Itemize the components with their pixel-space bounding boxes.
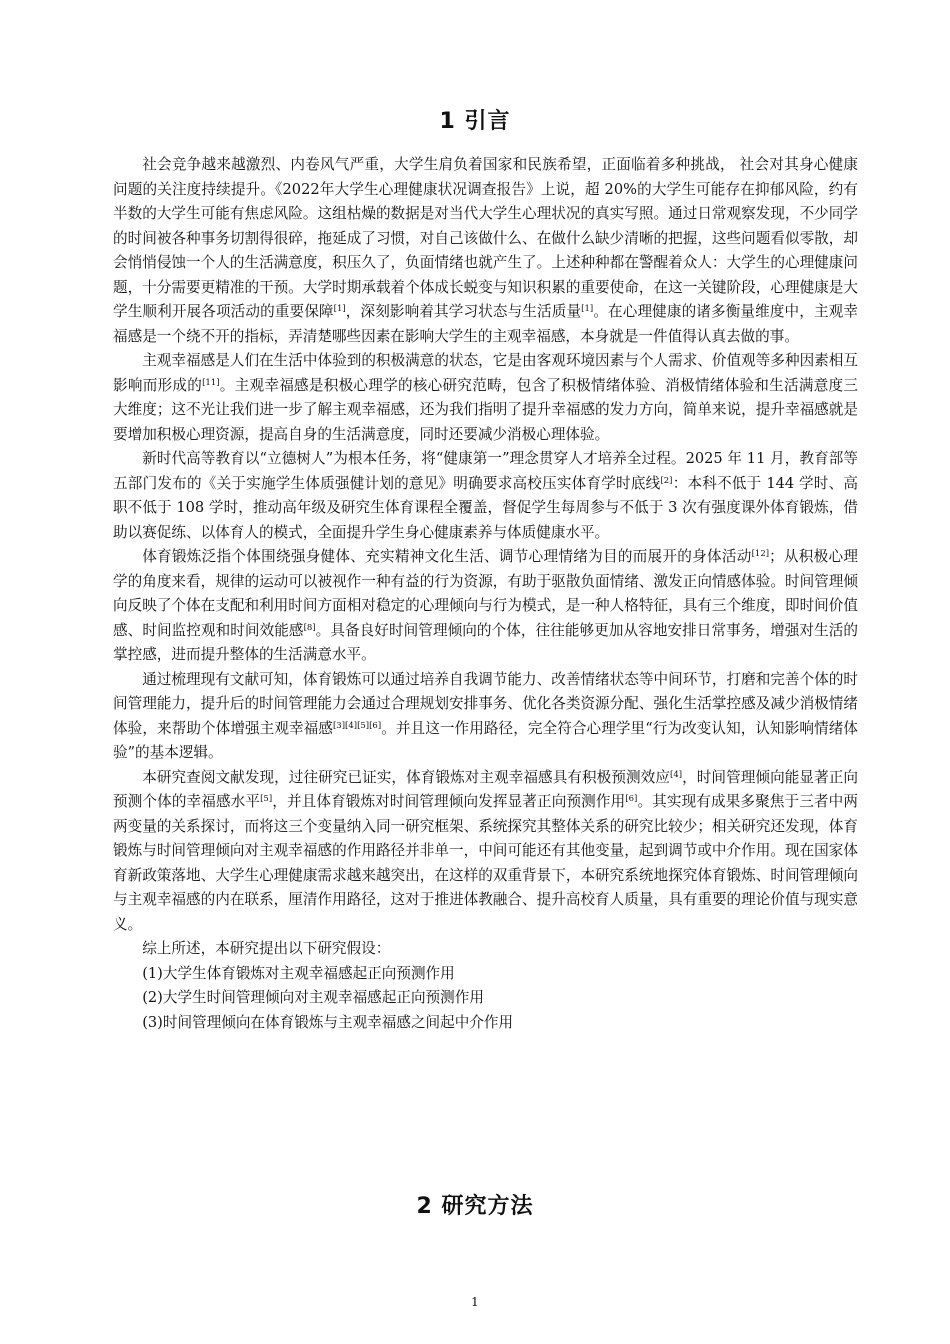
citation: [5] xyxy=(260,794,273,804)
citation: [2] xyxy=(660,475,673,486)
text-run: ，并且体育锻炼对时间管理倾向发挥显著正向预测作用 xyxy=(272,793,626,810)
text-run: 新时代高等教育以“立德树人”为根本任务，将“健康第一”理念贯穿人才培养全过程。2025 年 11 月，教育部等五部门发布的《关于实施学生体质强健计划的意见》明确要求高校压实体育学时底线 xyxy=(113,450,858,492)
paragraph-5 xyxy=(113,668,858,766)
section-heading-methods: 2 研究方法 xyxy=(416,1194,534,1219)
citation: [11] xyxy=(202,377,220,388)
citation: [4] xyxy=(670,769,683,780)
hypothesis-2: (2)大学生时间管理倾向对主观幸福感起正向预测作用 xyxy=(142,989,484,1006)
citation: [3][4][5][6] xyxy=(332,720,382,731)
text-run: 社会竞争越来越激烈、内卷风气严重，大学生肩负着国家和民族希望，正面临着多种挑战， 社会对其身心健康问题的关注度持续提升。《2022年大学生心理健康状况调查报告》上说，超 20%的大学生可能存在抑郁风险，约有半数的大学生可能有焦虑风险。这组枯燥的数据是对当代大学生心理状况的真实写照。通过日常观察发现，不少同学的时间被各种事务切割得很碎，拖延成了习惯，对自己该做什么、在做什么缺少清晰的把握，这些问题看似零散，却会悄悄侵蚀一个人的生活满意度，积压久了，负面情绪也就产生了。上述种种都在警醒着众人：大学生的心理健康问题，十分需要更精准的干预。大学时期承载着个体成长蜕变与知识积累的重要使命，在这一关键阶段，心理健康是大学生顺利开展各项活动的重要保障 xyxy=(113,156,858,320)
body-text xyxy=(113,153,858,1035)
paragraph-7: 综上所述，本研究提出以下研究假设： xyxy=(142,940,391,957)
paragraph-3 xyxy=(113,447,858,545)
citation: [1] xyxy=(581,304,594,314)
text-run: 。主观幸福感是积极心理学的核心研究范畴，包含了积极情绪体验、消极情绪体验和生活满意度三大维度；这不光让我们进一步了解主观幸福感，还为我们指明了提升幸福感的发力方向，简单来说，提升幸福感就是要增加积极心理资源，提高自身的生活满意度，同时还要减少消极心理体验。 xyxy=(113,376,858,443)
text-run: 。并且这一作用路径，完全符合心理学里“行为改变认知，认知影响情绪体验”的基本逻辑。 xyxy=(113,719,858,761)
text-run: 通过梳理现有文献可知，体育锻炼可以通过培养自我调节能力、改善情绪状态等中间环节，打磨和完善个体的时间管理能力，提升后的时间管理能力会通过合理规划安排事务、优化各类资源分配、强化生活掌控感及减少消极情绪体验，来帮助个体增强主观幸福感 xyxy=(113,670,858,737)
page-number: 1 xyxy=(471,1295,479,1309)
citation: [6] xyxy=(625,794,638,804)
citation: [1] xyxy=(333,304,346,314)
text-run: ：本科不低于 144 学时、高职不低于 108 学时，推动高年级及研究生体育课程全覆盖，督促学生每周参与不低于 3 次有强度课外体育锻炼，借助以赛促练、以体育人的模式，全面提升学生身心健康素养与体质健康水平。 xyxy=(113,474,858,541)
paragraph-6 xyxy=(113,766,858,938)
text-run: ，深刻影响着其学习状态与生活质量 xyxy=(345,303,582,320)
text-run: 本研究查阅文献发现，过往研究已证实，体育锻炼对主观幸福感具有积极预测效应 xyxy=(142,768,670,786)
text-run: 。其实现有成果多聚焦于三者中两两变量的关系探讨，而将这三个变量纳入同一研究框架、系统探究其整体关系的研究比较少；相关研究还发现，体育锻炼与时间管理倾向对主观幸福感的作用路径并非单一，中间可能还有其他变量，起到调节或中介作用。现在国家体育新政策落地、大学生心理健康需求越来越突出，在这样的双重背景下，本研究系统地探究体育锻炼、时间管理倾向与主观幸福感的内在联系，厘清作用路径，这对于推进体教融合、提升高校育人质量，具有重要的理论价值与现实意义。 xyxy=(113,793,858,933)
paragraph-4 xyxy=(113,545,858,668)
hypothesis-1: (1)大学生体育锻炼对主观幸福感起正向预测作用 xyxy=(142,964,455,982)
citation: [12] xyxy=(751,549,770,559)
text-run: ，时间管理倾向能显著正向预测个体的幸福感水平 xyxy=(113,768,858,810)
section-heading-introduction: 1 引言 xyxy=(439,109,511,134)
text-run: 。在心理健康的诸多衡量维度中，主观幸福感是一个绕不开的指标，弄清楚哪些因素在影响大学生的主观幸福感，本身就是一件值得认真去做的事。 xyxy=(113,303,858,345)
citation: [8] xyxy=(303,622,316,633)
text-run: 。具备良好时间管理倾向的个体，往往能够更加从容地安排日常事务，增强对生活的掌控感，进而提升整体的生活满意水平。 xyxy=(113,621,858,663)
paragraph-2 xyxy=(113,349,858,447)
hypothesis-3: (3)时间管理倾向在体育锻炼与主观幸福感之间起中介作用 xyxy=(142,1013,514,1031)
text-run: ；从积极心理学的角度来看，规律的运动可以被视作一种有益的行为资源，有助于驱散负面情绪、激发正向情感体验。时间管理倾向反映了个体在支配和利用时间方面相对稳定的心理倾向与行为模式，是一种人格特征，具有三个维度，即时间价值感、时间监控观和时间效能感 xyxy=(113,548,858,639)
text-run: 主观幸福感是人们在生活中体验到的积极满意的状态，它是由客观环境因素与个人需求、价值观等多种因素相互影响而形成的 xyxy=(113,352,858,394)
text-run: 体育锻炼泛指个体围绕强身健体、充实精神文化生活、调节心理情绪为目的而展开的身体活动 xyxy=(142,548,752,565)
paragraph-1 xyxy=(113,153,858,349)
